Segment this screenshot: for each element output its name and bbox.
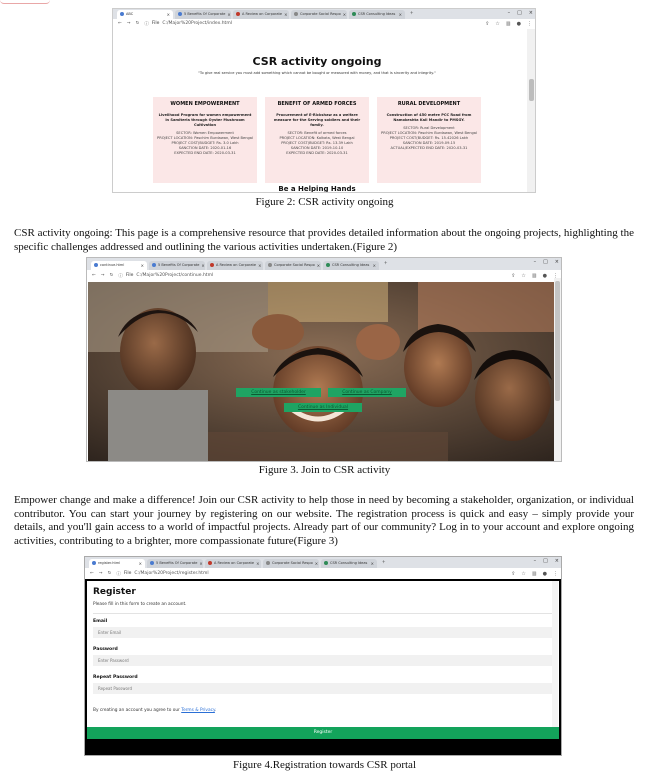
scroll-thumb[interactable]: [529, 79, 534, 101]
password-field[interactable]: Enter Password: [93, 655, 553, 666]
card-info-line: PROJECT COST(BUDGET: Rs. 15.42026 Lakh: [389, 136, 469, 140]
password-label: Password: [93, 647, 118, 652]
close-icon[interactable]: ×: [342, 12, 347, 17]
toolbar-icons: [511, 571, 558, 577]
tab[interactable]: [321, 559, 377, 568]
address-toolbar: [113, 19, 536, 28]
tab-active[interactable]: [117, 10, 173, 19]
tab[interactable]: [233, 10, 289, 19]
reload-icon[interactable]: ↻: [135, 21, 140, 26]
info-icon: ⓘ: [118, 273, 123, 279]
close-icon[interactable]: ×: [258, 263, 262, 268]
card-description: Construction of 450 metre PCC Road from Namokeshta Kali Mandir to PMSGY.: [386, 113, 472, 122]
url-prefix: File: [151, 21, 160, 26]
tab-label: 5 Benefits Of Corporate: [158, 263, 200, 267]
share-icon[interactable]: ⇪: [511, 272, 516, 279]
close-icon[interactable]: ×: [398, 12, 402, 17]
toolbar-icons: [511, 273, 558, 279]
close-icon[interactable]: ×: [314, 561, 319, 566]
favicon-icon: [268, 263, 272, 267]
forward-icon[interactable]: →: [100, 273, 105, 278]
close-icon[interactable]: ×: [256, 561, 260, 566]
scroll-thumb[interactable]: [555, 281, 560, 401]
forward-icon[interactable]: →: [126, 21, 131, 26]
tab[interactable]: [291, 10, 347, 19]
project-card-rural: [377, 97, 481, 183]
close-icon[interactable]: ×: [166, 12, 170, 17]
close-window-icon[interactable]: ×: [554, 558, 559, 564]
project-card-armed-forces: [265, 97, 369, 183]
tab-strip: [85, 557, 562, 568]
tab[interactable]: [147, 559, 203, 568]
address-toolbar: [85, 568, 562, 579]
tab[interactable]: [349, 10, 405, 19]
favicon-icon: [152, 263, 156, 267]
url-text: C:/Major%20Project/register.html: [134, 571, 209, 576]
sidebar-icon[interactable]: ▥: [505, 20, 511, 27]
address-toolbar: [87, 270, 562, 281]
minimize-icon[interactable]: –: [533, 558, 537, 564]
close-icon[interactable]: ×: [138, 561, 142, 566]
scrollbar[interactable]: [552, 581, 558, 727]
tab-label: Corporate Social Respo: [274, 263, 315, 267]
url-text: C:/Major%20Project/index.html: [162, 21, 232, 26]
favicon-icon: [236, 12, 240, 16]
children-photo: [88, 282, 554, 462]
terms-link[interactable]: Terms & Privacy: [181, 708, 215, 713]
card-info-line: ACTUAL/EXPECTED END DATE: 2020-03-31: [390, 146, 468, 150]
close-window-icon[interactable]: ×: [554, 259, 559, 265]
profile-icon[interactable]: ●: [542, 570, 547, 577]
browser-chrome: [113, 9, 536, 28]
tab-label: ABC: [126, 12, 134, 16]
url-prefix: File: [123, 571, 132, 576]
address-bar[interactable]: [144, 20, 480, 27]
window-controls: [534, 259, 559, 265]
register-title: Register: [93, 587, 136, 597]
card-heading: BENEFIT OF ARMED FORCES: [277, 101, 357, 107]
card-info-line: SECTOR: Women Empowerment: [176, 131, 234, 135]
tab-strip: [113, 9, 536, 19]
maximize-icon[interactable]: □: [543, 259, 548, 265]
terms-prefix: By creating an account you agree to our: [93, 708, 180, 713]
sidebar-icon[interactable]: ▥: [531, 272, 537, 279]
scrollbar[interactable]: [554, 278, 561, 461]
figure-2-caption: Figure 2: CSR activity ongoing: [255, 196, 394, 208]
tab-label: A Review on Corporate: [214, 561, 255, 565]
repeat-password-field[interactable]: Repeat Password: [93, 683, 553, 694]
close-icon[interactable]: ×: [227, 12, 231, 17]
window-controls: [508, 10, 533, 16]
back-icon[interactable]: ←: [118, 21, 122, 26]
tab[interactable]: [263, 559, 319, 568]
favicon-icon: [208, 561, 212, 565]
section-heading: Be a Helping Hands: [278, 185, 356, 193]
favicon-icon: [94, 263, 98, 267]
new-tab-icon[interactable]: +: [384, 261, 388, 267]
menu-icon[interactable]: ⋮: [553, 272, 558, 279]
card-info-line: SANCTION DATE: 2020-01-16: [178, 146, 232, 150]
maximize-icon[interactable]: □: [517, 10, 522, 16]
card-info-line: EXPECTED END DATE: 2020-03-31: [174, 151, 236, 155]
card-description: Livelihood Program for women empowerment in Samiterla through Oyster Mushroom Cultivation: [158, 113, 252, 127]
figure-3-screenshot: [86, 257, 562, 462]
share-icon[interactable]: ⇪: [485, 20, 490, 27]
maximize-icon[interactable]: □: [543, 558, 548, 564]
menu-icon[interactable]: ⋮: [553, 570, 558, 577]
tab[interactable]: [149, 261, 205, 270]
profile-icon[interactable]: ●: [516, 20, 521, 27]
tab-active[interactable]: [89, 559, 145, 568]
star-icon[interactable]: ☆: [521, 272, 526, 279]
menu-icon[interactable]: ⋮: [527, 20, 532, 27]
email-field[interactable]: Enter Email: [93, 627, 553, 638]
star-icon[interactable]: ☆: [521, 570, 526, 577]
tab-label: continue.html: [100, 263, 125, 267]
minimize-icon[interactable]: –: [507, 10, 511, 16]
figure-4-screenshot: [84, 556, 562, 756]
star-icon[interactable]: ☆: [495, 20, 500, 27]
card-info-line: PROJECT COST(BUDGET: Rs. 3.0 Lakh: [171, 141, 239, 145]
address-bar[interactable]: [116, 570, 506, 577]
paragraph-2: Empower change and make a difference! Join our CSR activity to help those in need by becoming a stakeholder, organization, or individual contributor. You can start your journey by registering on our website. The registration process is quick and easy – simply provide your details, and you'll gain access to a world of impactful projects. Already part of our community? Log in to your account and explore ongoing activities, contributing to a brighter, more compassionate future(Figure 3): [14, 494, 634, 547]
figure-3-caption: Figure 3. Join to CSR activity: [258, 464, 391, 476]
tab-active[interactable]: [91, 261, 147, 270]
tab[interactable]: [323, 261, 379, 270]
close-icon[interactable]: ×: [199, 561, 203, 566]
url-prefix: File: [125, 273, 134, 278]
close-icon[interactable]: ×: [316, 263, 321, 268]
address-bar[interactable]: [118, 272, 506, 279]
back-icon[interactable]: ←: [90, 571, 94, 576]
card-description: Procurement of E-Rickshaw as a welfare measure for the Serving soldiers and their family.: [273, 113, 361, 127]
toolbar-icons: [485, 21, 532, 27]
back-icon[interactable]: ←: [92, 273, 96, 278]
tab[interactable]: [207, 261, 263, 270]
tab-label: CSR Consulting Ideas: [332, 263, 370, 267]
share-icon[interactable]: ⇪: [511, 570, 516, 577]
favicon-icon: [92, 561, 96, 565]
favicon-icon: [326, 263, 330, 267]
tab-label: CSR Consulting Ideas: [358, 12, 396, 16]
register-button[interactable]: Register: [87, 727, 559, 739]
card-heading: WOMEN EMPOWERMENT: [170, 101, 240, 107]
tab-label: Corporate Social Respo: [272, 561, 313, 565]
new-tab-icon[interactable]: +: [410, 11, 414, 17]
card-info-line: SECTOR: Rural Development: [403, 126, 455, 130]
card-info-line: PROJECT COST(BUDGET: Rs. 13.39 Lakh: [281, 141, 353, 145]
info-icon: ⓘ: [144, 21, 149, 27]
close-icon[interactable]: ×: [201, 263, 205, 268]
reload-icon[interactable]: ↻: [109, 273, 114, 278]
scrollbar[interactable]: [527, 29, 535, 192]
terms-text: By creating an account you agree to our Terms & Privacy.: [93, 708, 217, 713]
continue-company-button[interactable]: Continue as Company: [328, 388, 406, 397]
close-icon[interactable]: ×: [284, 12, 288, 17]
tab-strip: [87, 258, 562, 270]
repeat-password-label: Repeat Password: [93, 675, 138, 680]
new-tab-icon[interactable]: +: [382, 559, 386, 566]
tab-label: A Review on Corporate: [216, 263, 257, 267]
favicon-icon: [178, 12, 182, 16]
header-arc-decoration: [0, 0, 50, 4]
continue-individual-button[interactable]: Continue as Individual: [284, 403, 362, 412]
favicon-icon: [210, 263, 214, 267]
close-window-icon[interactable]: ×: [528, 10, 533, 16]
favicon-icon: [150, 561, 154, 565]
register-subtitle: Please fill in this form to create an account.: [93, 602, 187, 607]
paragraph-1: CSR activity ongoing: This page is a comprehensive resource that provides detailed information about the ongoing projects, highlighting the specific challenges addressed and outlining the various activities undertaken.(Figure 2): [14, 227, 634, 253]
page-title: CSR activity ongoing: [252, 55, 382, 68]
tab[interactable]: [265, 261, 321, 270]
favicon-icon: [352, 12, 356, 16]
figure-2-screenshot: [112, 8, 536, 193]
favicon-icon: [324, 561, 328, 565]
card-info-line: PROJECT LOCATION: Paschim Burdawan, West Bengal: [381, 131, 477, 135]
browser-chrome: [85, 557, 562, 579]
card-info-line: EXPECTED END DATE: 2020-03-31: [286, 151, 348, 155]
minimize-icon[interactable]: –: [533, 259, 537, 265]
forward-icon[interactable]: →: [98, 571, 103, 576]
url-text: C:/Major%20Project/continue.html: [136, 273, 214, 278]
email-label: Email: [93, 619, 108, 624]
reload-icon[interactable]: ↻: [107, 571, 112, 576]
info-icon: ⓘ: [116, 571, 121, 577]
window-controls: [534, 558, 559, 564]
tab-label: Corporate Social Respo: [300, 12, 341, 16]
card-info-line: PROJECT LOCATION: Paschim Burdawan, West Bengal: [157, 136, 253, 140]
profile-icon[interactable]: ●: [542, 272, 547, 279]
card-info-line: PROJECT LOCATION: Kolkata, West Bengal: [279, 136, 355, 140]
figure-4-caption: Figure 4.Registration towards CSR portal: [232, 759, 416, 771]
favicon-icon: [294, 12, 298, 16]
children-photo-illustration: [88, 282, 554, 462]
tab-label: 5 Benefits Of Corporate: [156, 561, 198, 565]
card-info-line: SECTOR: Benefit of armed forces: [287, 131, 347, 135]
tab-label: register.html: [98, 561, 121, 565]
favicon-icon: [266, 561, 270, 565]
tab-label: CSR Consulting Ideas: [330, 561, 368, 565]
continue-stakeholder-button[interactable]: Continue as stakeholder: [236, 388, 321, 397]
close-icon[interactable]: ×: [370, 561, 374, 566]
card-heading: RURAL DEVELOPMENT: [397, 101, 461, 107]
divider: [93, 613, 553, 614]
card-info-line: SANCTION DATE: 2019-09-15: [402, 141, 456, 145]
project-card-women: [153, 97, 257, 183]
close-icon[interactable]: ×: [372, 263, 376, 268]
tab-label: 5 Benefits Of Corporate: [184, 12, 226, 16]
close-icon[interactable]: ×: [140, 263, 144, 268]
tab-label: A Review on Corporate: [242, 12, 283, 16]
tab[interactable]: [205, 559, 261, 568]
favicon-icon: [120, 12, 124, 16]
register-form: [87, 581, 559, 727]
tab[interactable]: [175, 10, 231, 19]
quote-text: "To give real service you must add something which cannot be bought or measured with money, and that is sincerity and integrity.": [198, 71, 436, 75]
browser-chrome: [87, 258, 562, 281]
card-info-line: SANCTION DATE: 2019-10-10: [290, 146, 344, 150]
sidebar-icon[interactable]: ▥: [531, 570, 537, 577]
